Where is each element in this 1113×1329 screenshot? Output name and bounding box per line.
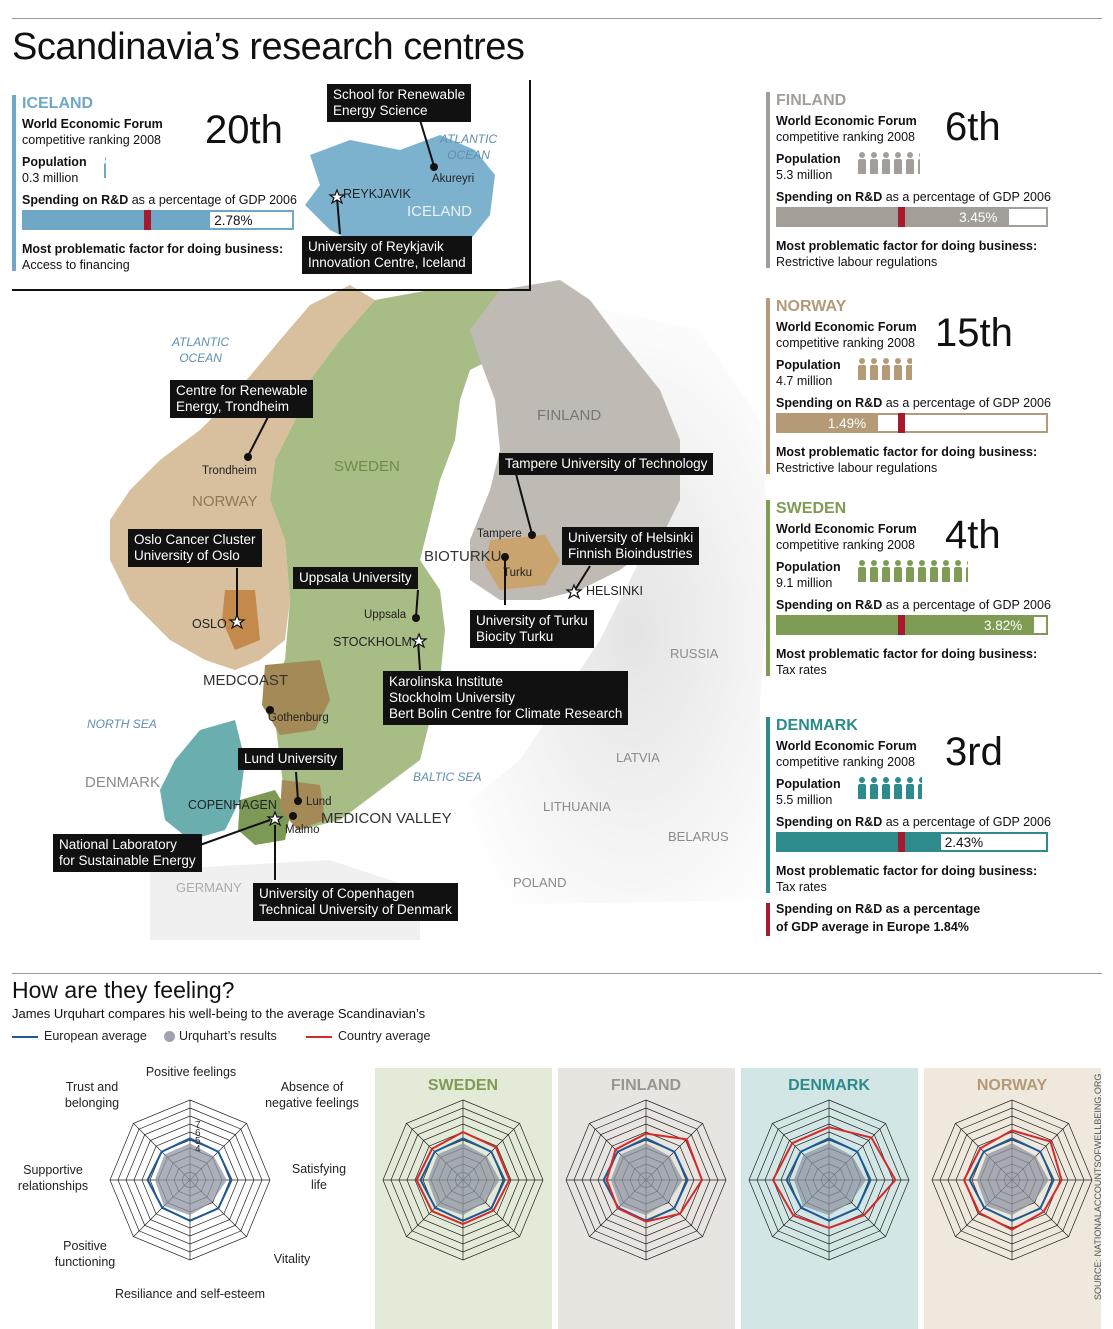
person-icon [882, 777, 890, 799]
axis-label-absence-negative: Absence of negative feelings [265, 1080, 359, 1110]
person-icon [882, 152, 890, 174]
norway-rank: 15th [935, 311, 1013, 355]
iceland-rank: 20th [205, 108, 283, 152]
person-icon-partial [918, 777, 922, 799]
axis-label-resilience: Resiliance and self-esteem [114, 1287, 266, 1301]
iceland-rd-value: 2.78% [214, 213, 253, 228]
person-icon-partial [918, 152, 920, 174]
norway-population: 4.7 million [776, 374, 833, 388]
norway-panel-stripe [766, 298, 770, 474]
axis-label-vitality: Vitality [273, 1252, 311, 1266]
finland-rank: 6th [945, 105, 1001, 149]
caption-iceland-school: School for Renewable Energy Science [327, 84, 471, 122]
person-icon-partial [906, 358, 912, 380]
finland-rd-bar [776, 207, 1048, 227]
finland-wef-label: World Economic Forum [776, 114, 917, 128]
finland-spending-label: Spending on R&D as a percentage of GDP 2006 [776, 190, 1051, 204]
person-icon [858, 560, 866, 582]
norway-wef-sub: competitive ranking 2008 [776, 336, 915, 350]
finland-rd-value: 3.45% [959, 210, 998, 225]
place-helsinki: HELSINKI [586, 584, 643, 598]
sweden-name: SWEDEN [776, 500, 847, 517]
person-icon [870, 152, 878, 174]
place-uppsala: Uppsala [364, 609, 407, 621]
place-tampere: Tampere [477, 528, 522, 540]
country-norway: NORWAY [192, 493, 258, 510]
place-copenhagen: COPENHAGEN [188, 798, 277, 812]
caption-tampere: Tampere University of Technology [499, 453, 713, 475]
sweden-factor-label: Most problematic factor for doing business: [776, 647, 1038, 661]
europe-average-line1: Spending on R&D as a percentage [776, 902, 981, 916]
panel-sweden-title: SWEDEN [427, 1077, 499, 1094]
person-icon [918, 560, 926, 582]
axis-label-positive-feelings: Positive feelings [145, 1065, 237, 1079]
person-icon [894, 358, 902, 380]
sea-atlantic-iceland: ATLANTIC OCEAN [440, 132, 498, 162]
radar-scale-tick: 4 [195, 1144, 201, 1155]
denmark-spending-label: Spending on R&D as a percentage of GDP 2006 [776, 815, 1051, 829]
sea-baltic: BALTIC SEA [413, 770, 482, 784]
region-medcoast: MEDCOAST [203, 672, 289, 689]
country-iceland: ICELAND [407, 203, 473, 220]
sweden-spending-label: Spending on R&D as a percentage of GDP 2006 [776, 598, 1051, 612]
person-icon [894, 560, 902, 582]
person-icon [858, 152, 866, 174]
person-icon [894, 152, 902, 174]
legend-europe: European average [12, 1029, 147, 1043]
norway-factor-label: Most problematic factor for doing business: [776, 445, 1038, 459]
norway-factor: Restrictive labour regulations [776, 461, 938, 475]
country-russia: RUSSIA [670, 646, 719, 661]
place-turku: Turku [503, 567, 532, 579]
sweden-population-icons [858, 560, 968, 584]
radar-sweden [383, 1100, 543, 1260]
person-icon [882, 358, 890, 380]
person-icon-partial [966, 560, 968, 582]
feeling-title: How are they feeling? [12, 977, 235, 1003]
person-icon [906, 560, 914, 582]
source-note: SOURCE: NATIONALACCOUNTSOFWELLBEING.ORG [1093, 1073, 1103, 1300]
radar-scale-tick: 6 [195, 1128, 201, 1139]
europe-average-line2: of GDP average in Europe 1.84% [776, 920, 969, 934]
denmark-rank: 3rd [945, 730, 1003, 774]
panel-denmark-title: DENMARK [788, 1077, 870, 1094]
legend-urquhart: Urquhart’s results [164, 1029, 277, 1043]
caption-turku: University of Turku Biocity Turku [470, 610, 594, 648]
denmark-population-icons [858, 777, 922, 801]
iceland-name: ICELAND [22, 95, 94, 112]
radar-scale-tick: 5 [195, 1136, 201, 1147]
caption-uppsala: Uppsala University [293, 567, 418, 589]
caption-helsinki: University of Helsinki Finnish Bioindustries [562, 527, 699, 565]
place-trondheim: Trondheim [202, 465, 257, 477]
place-akureyri: Akureyri [432, 173, 475, 185]
iceland-rd-bar [22, 210, 294, 230]
iceland-panel-stripe [12, 95, 16, 271]
place-malmo: Malmo [285, 824, 320, 836]
denmark-name: DENMARK [776, 717, 858, 734]
denmark-population-label: Population [776, 777, 841, 791]
denmark-panel-stripe [766, 717, 770, 893]
sweden-rd-bar [776, 615, 1048, 635]
caption-national-laboratory: National Laboratory for Sustainable Energy [53, 834, 202, 872]
caption-lund: Lund University [238, 748, 343, 770]
person-icon [906, 152, 914, 174]
sweden-rd-value: 3.82% [983, 618, 1023, 633]
sweden-panel-stripe [766, 500, 770, 676]
iceland-population-label: Population [22, 155, 87, 169]
person-icon [870, 777, 878, 799]
radar-scale-tick: 7 [195, 1120, 201, 1131]
axis-label-positive-functioning: Positive functioning [54, 1239, 116, 1269]
iceland-wef-label: World Economic Forum [22, 117, 163, 131]
finland-factor: Restrictive labour regulations [776, 255, 938, 269]
country-sweden: SWEDEN [334, 458, 400, 475]
place-lund: Lund [306, 796, 332, 808]
radar-charts [0, 1060, 1113, 1329]
country-germany: GERMANY [176, 880, 242, 895]
country-latvia: LATVIA [616, 750, 660, 765]
country-poland: POLAND [513, 875, 567, 890]
person-icon [906, 777, 914, 799]
sweden-factor: Tax rates [776, 663, 827, 677]
person-icon [858, 358, 866, 380]
europe-average-marker [766, 903, 770, 936]
finland-population-label: Population [776, 152, 841, 166]
denmark-land [160, 720, 245, 840]
axis-label-trust-belonging: Trust and belonging [64, 1080, 120, 1110]
panel-finland-title: FINLAND [610, 1077, 682, 1094]
denmark-rd-value: 2.43% [944, 835, 984, 850]
panel-norway-title: NORWAY [976, 1077, 1048, 1094]
finland-wef-sub: competitive ranking 2008 [776, 130, 915, 144]
iceland-factor: Access to financing [22, 258, 130, 272]
norway-spending-label: Spending on R&D as a percentage of GDP 2006 [776, 396, 1051, 410]
iceland-wef-sub: competitive ranking 2008 [22, 133, 161, 147]
country-belarus: BELARUS [668, 829, 729, 844]
radar-denmark [749, 1100, 909, 1260]
person-icon [954, 560, 962, 582]
iceland-population-icons [104, 156, 106, 180]
finland-name: FINLAND [776, 92, 847, 109]
sweden-rank: 4th [945, 513, 1001, 557]
page-title: Scandinavia’s research centres [12, 26, 525, 68]
finland-population-icons [858, 152, 920, 176]
axis-label-supportive-relationships: Supportive relationships [17, 1163, 89, 1193]
sweden-population: 9.1 million [776, 576, 833, 590]
norway-population-icons [858, 358, 912, 382]
caption-karolinska: Karolinska Institute Stockholm University Bert Bolin Centre for Climate Research [383, 671, 628, 725]
norway-rd-bar [776, 413, 1048, 433]
country-denmark: DENMARK [85, 774, 161, 791]
section-rule [12, 973, 1102, 974]
denmark-population: 5.5 million [776, 793, 833, 807]
region-bioturku: BIOTURKU [424, 548, 502, 565]
legend-country: Country average [306, 1029, 430, 1043]
caption-iceland-university: University of Reykjavik Innovation Centre, Iceland [302, 236, 472, 274]
denmark-wef-sub: competitive ranking 2008 [776, 755, 915, 769]
denmark-rd-bar [776, 832, 1048, 852]
caption-oslo: Oslo Cancer Cluster University of Oslo [128, 529, 262, 567]
person-icon [870, 358, 878, 380]
iceland-spending-label: Spending on R&D as a percentage of GDP 2006 [22, 193, 297, 207]
radar-key [110, 1100, 270, 1260]
iceland-population: 0.3 million [22, 171, 79, 185]
person-icon [882, 560, 890, 582]
country-lithuania: LITHUANIA [543, 799, 611, 814]
region-medicon: MEDICON VALLEY [321, 810, 452, 827]
denmark-wef-label: World Economic Forum [776, 739, 917, 753]
person-icon [894, 777, 902, 799]
person-icon [930, 560, 938, 582]
sea-north: NORTH SEA [87, 717, 157, 731]
finland-population: 5.3 million [776, 168, 833, 182]
denmark-factor: Tax rates [776, 880, 827, 894]
norway-name: NORWAY [776, 298, 847, 315]
finland-panel-stripe [766, 92, 770, 268]
place-gothenburg: Gothenburg [268, 712, 329, 724]
feeling-subtitle: James Urquhart compares his well-being to the average Scandinavian’s [12, 1006, 426, 1021]
norway-rd-value: 1.49% [827, 416, 867, 431]
country-finland: FINLAND [537, 407, 602, 424]
sweden-population-label: Population [776, 560, 841, 574]
caption-trondheim: Centre for Renewable Energy, Trondheim [170, 380, 313, 418]
person-icon [858, 777, 866, 799]
place-reykjavik: REYKJAVIK [343, 187, 411, 201]
place-stockholm: STOCKHOLM [333, 635, 412, 649]
axis-label-satisfying-life: Satisfying life [291, 1162, 347, 1192]
person-icon [942, 560, 950, 582]
person-icon-partial [104, 156, 106, 178]
sea-atlantic: ATLANTIC OCEAN [172, 335, 230, 365]
denmark-factor-label: Most problematic factor for doing business: [776, 864, 1038, 878]
radar-norway [932, 1100, 1092, 1260]
caption-copenhagen: University of Copenhagen Technical University of Denmark [253, 883, 458, 921]
sweden-wef-sub: competitive ranking 2008 [776, 538, 915, 552]
place-oslo: OSLO [192, 617, 227, 631]
finland-factor-label: Most problematic factor for doing business: [776, 239, 1038, 253]
sweden-wef-label: World Economic Forum [776, 522, 917, 536]
iceland-factor-label: Most problematic factor for doing business: [22, 242, 284, 256]
norway-population-label: Population [776, 358, 841, 372]
norway-wef-label: World Economic Forum [776, 320, 917, 334]
radar-finland [566, 1100, 726, 1260]
person-icon [870, 560, 878, 582]
